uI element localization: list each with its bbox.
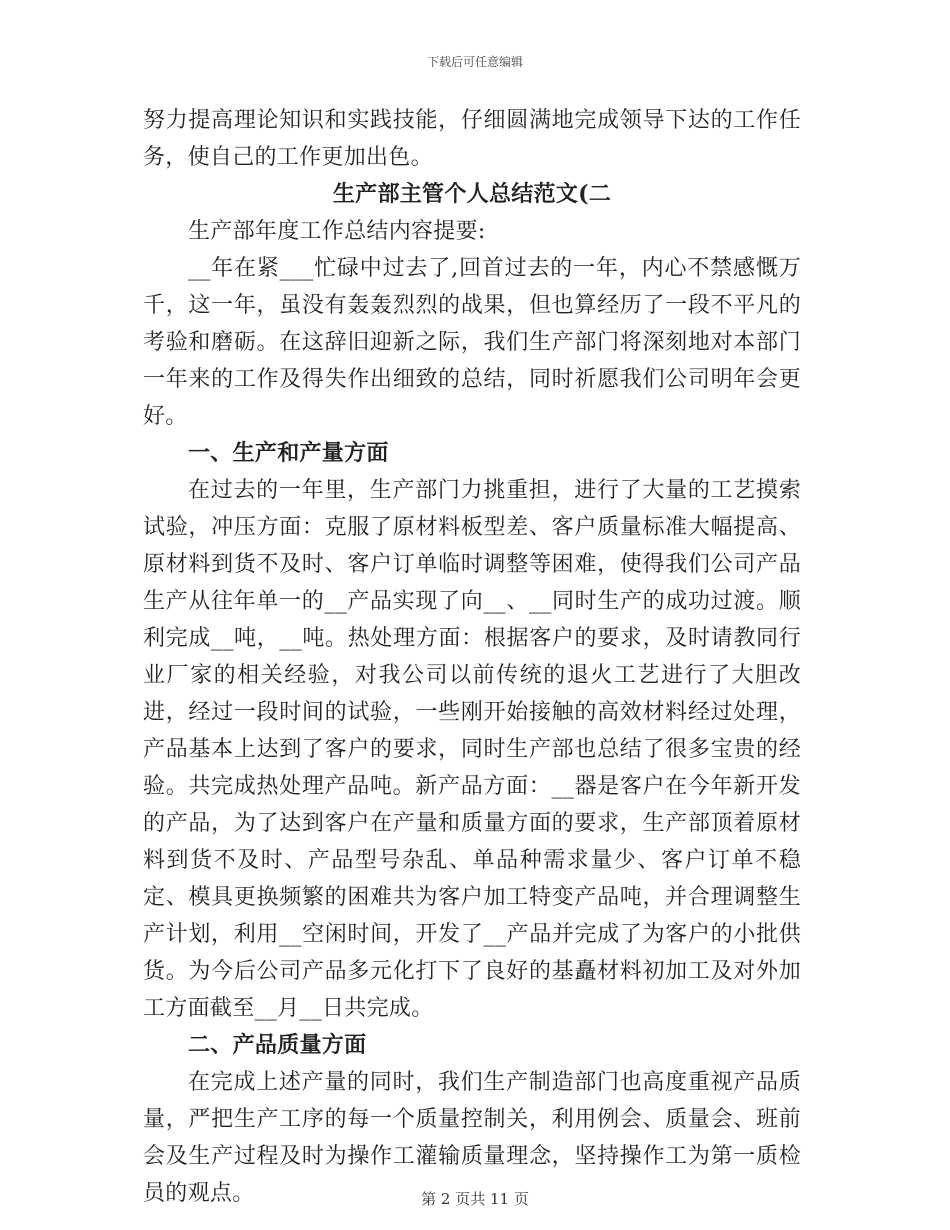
- paragraph-opening: __年在紧___忙碌中过去了,回首过去的一年，内心不禁感慨万千，这一年，虽没有轰轰烈烈的战果，但也算经历了一段不平凡的考验和磨砺。在这辞旧迎新之际，我们生产部门将深刻地对本部门一年来的工作及得失作出细致的总结，同时祈愿我们公司明年会更好。: [143, 256, 801, 429]
- page-header-note: 下载后可任意编辑: [426, 55, 523, 69]
- section-title: 生产部主管个人总结范文(二: [332, 181, 612, 207]
- heading-quality: 二、产品质量方面: [188, 1032, 367, 1058]
- heading-production: 一、生产和产量方面: [188, 440, 389, 466]
- paragraph-continuation: 努力提高理论知识和实践技能，仔细圆满地完成领导下达的工作任务，使自己的工作更加出色。: [143, 108, 801, 170]
- paragraph-summary-intro: 生产部年度工作总结内容提要:: [188, 219, 486, 244]
- document-body: [143, 102, 801, 1212]
- paragraph-production: 在过去的一年里，生产部门力挑重担，进行了大量的工艺摸索试验，冲压方面：克服了原材料板型差、客户质量标准大幅提高、原材料到货不及时、客户订单临时调整等困难，使得我们公司产品生产从往年单一的__产品实现了向__、__同时生产的成功过渡。顺利完成__吨，__吨。热处理方面：根据客户的要求，及时请教同行业厂家的相关经验，对我公司以前传统的退火工艺进行了大胆改进，经过一段时间的试验，一些刚开始接触的高效材料经过处理，产品基本上达到了客户的要求，同时生产部也总结了很多宝贵的经验。共完成热处理产品吨。新产品方面：__器是客户在今年新开发的产品，为了达到客户在产量和质量方面的要求，生产部顶着原材料到货不及时、产品型号杂乱、单品种需求量少、客户订单不稳定、模具更换频繁的困难共为客户加工特变产品吨，并合理调整生产计划，利用__空闲时间，开发了__产品并完成了为客户的小批供货。为今后公司产品多元化打下了良好的基矗材料初加工及对外加工方面截至__月__日共完成。: [143, 478, 801, 1021]
- page-number-footer: 第 2 页共 11 页: [421, 1190, 529, 1208]
- paragraph-quality: 在完成上述产量的同时，我们生产制造部门也高度重视产品质量，严把生产工序的每一个质量控制关，利用例会、质量会、班前会及生产过程及时为操作工灌输质量理念，坚持操作工为第一质检员的观点。: [143, 1070, 801, 1206]
